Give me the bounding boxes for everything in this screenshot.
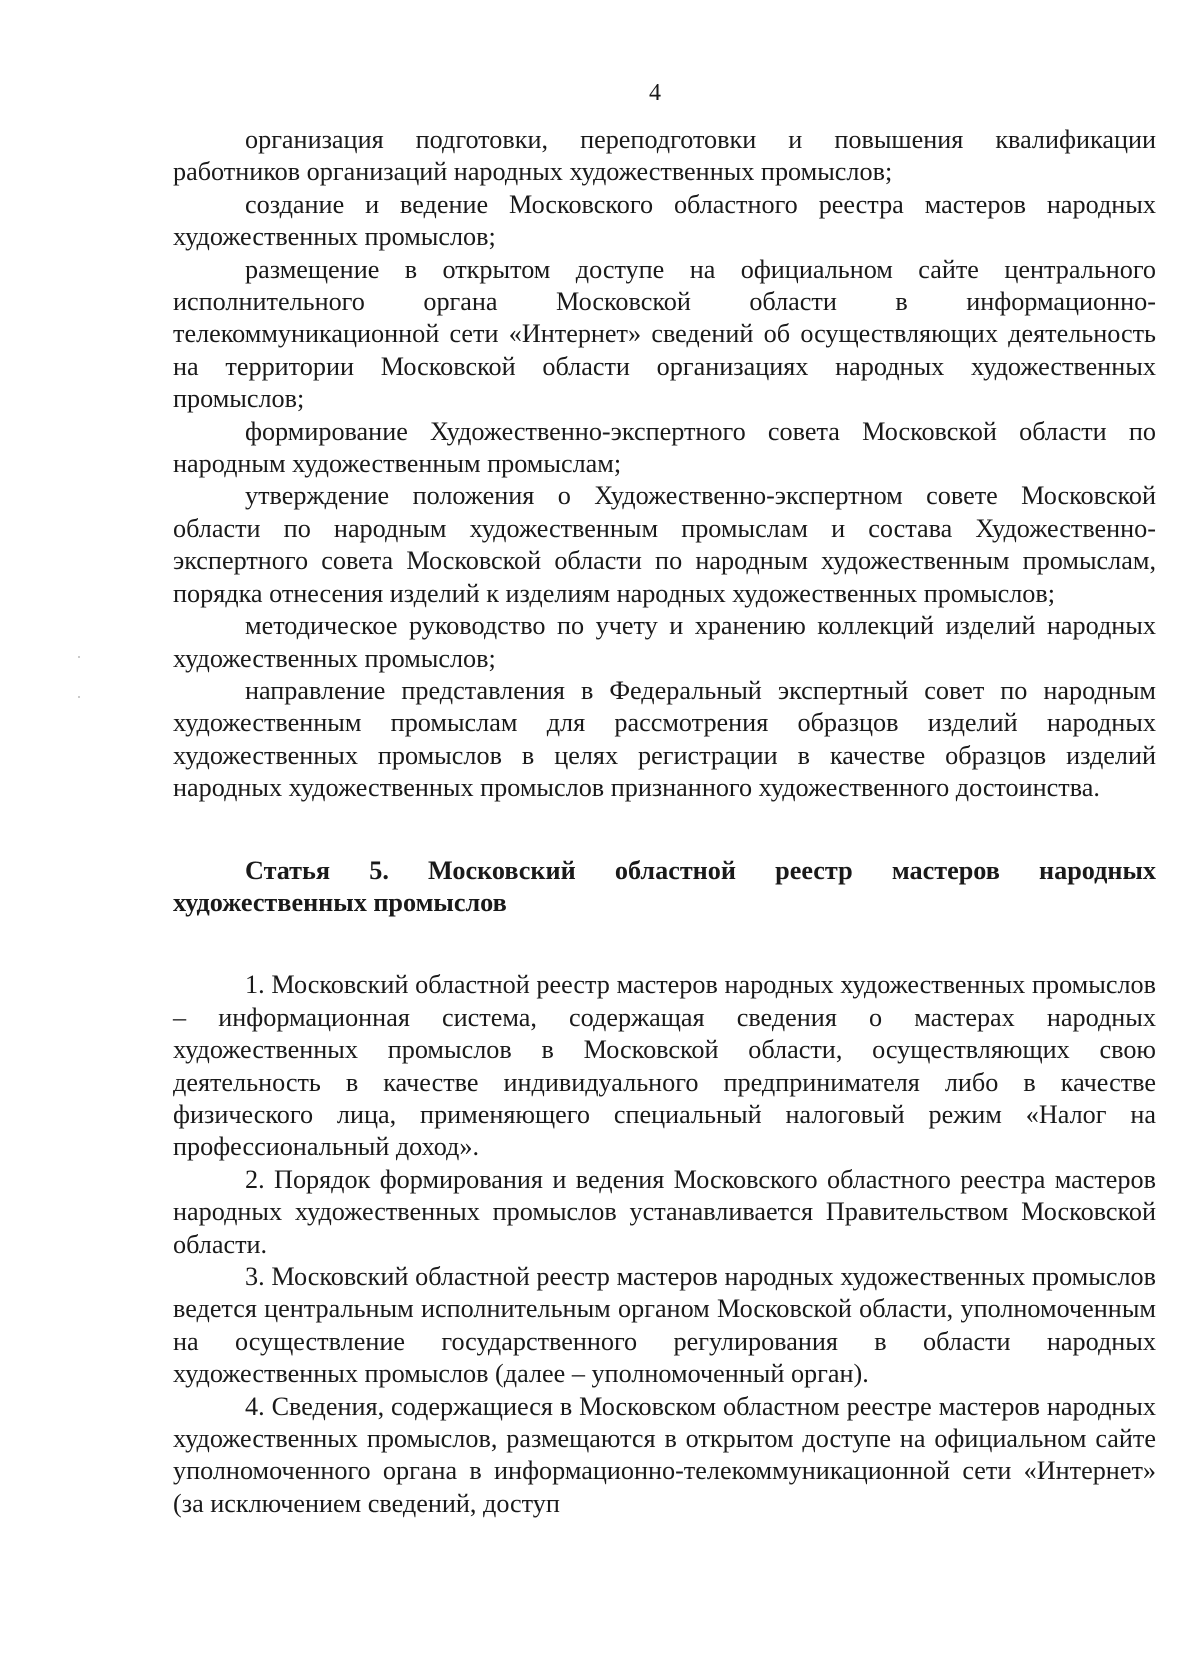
list-paragraph-3: размещение в открытом доступе на официальном сайте центрального исполнительного органа Московской области в информационно-телекоммуникационной сети «Интернет» сведений об осуществляющих деятельность на территории Московской области организациях народных художественных промыслов;	[173, 254, 1156, 414]
list-paragraph-7: направление представления в Федеральный экспертный совет по народным художественным промыслам для рассмотрения образцов изделий народных художественных промыслов в целях регистрации в качестве образцов изделий народных художественных промыслов признанного художественного достоинства.	[173, 675, 1156, 803]
article-heading: Статья 5. Московский областной реестр мастеров народных художественных промыслов	[173, 855, 1156, 917]
list-paragraph-2: создание и ведение Московского областного реестра мастеров народных художественных промыслов;	[173, 189, 1156, 252]
list-paragraph-1: организация подготовки, переподготовки и повышения квалификации работников организаций народных художественных промыслов;	[173, 125, 1156, 187]
list-paragraph-5: утверждение положения о Художественно-экспертном совете Московской области по народным художественным промыслам и состава Художественно-экспертного совета Московской области по народным художественным промыслам, порядка отнесения изделий к изделиям народных художественных промыслов;	[173, 481, 1156, 608]
page-number: 4	[649, 80, 661, 106]
article-paragraph-2: 2. Порядок формирования и ведения Московского областного реестра мастеров народных художественных промыслов устанавливается Правительством Московской области.	[173, 1164, 1156, 1259]
article-paragraph-3: 3. Московский областной реестр мастеров народных художественных промыслов ведется центральным исполнительным органом Московской области, уполномоченным на осуществление государственного регулирования в области народных художественных промыслов (далее – уполномоченный орган).	[173, 1262, 1156, 1389]
article-paragraph-4: 4. Сведения, содержащиеся в Московском областном реестре мастеров народных художественных промыслов, размещаются в открытом доступе на официальном сайте уполномоченного органа в информационно-телекоммуникационной сети «Интернет» (за исключением сведений, доступ	[173, 1391, 1156, 1518]
scan-speck	[78, 656, 80, 658]
list-paragraph-4: формирование Художественно-экспертного совета Московской области по народным художественным промыслам;	[173, 416, 1156, 479]
article-paragraph-1: 1. Московский областной реестр мастеров народных художественных промыслов – информационная система, содержащая сведения о мастерах народных художественных промыслов в Московской области, осуществляющих свою деятельность в качестве индивидуального предпринимателя либо в качестве физического лица, применяющего специальный налоговый режим «Налог на профессиональный доход».	[173, 970, 1156, 1162]
scan-speck	[78, 696, 80, 698]
document-body	[173, 124, 1156, 1520]
list-paragraph-6: методическое руководство по учету и хранению коллекций изделий народных художественных промыслов;	[173, 611, 1156, 673]
